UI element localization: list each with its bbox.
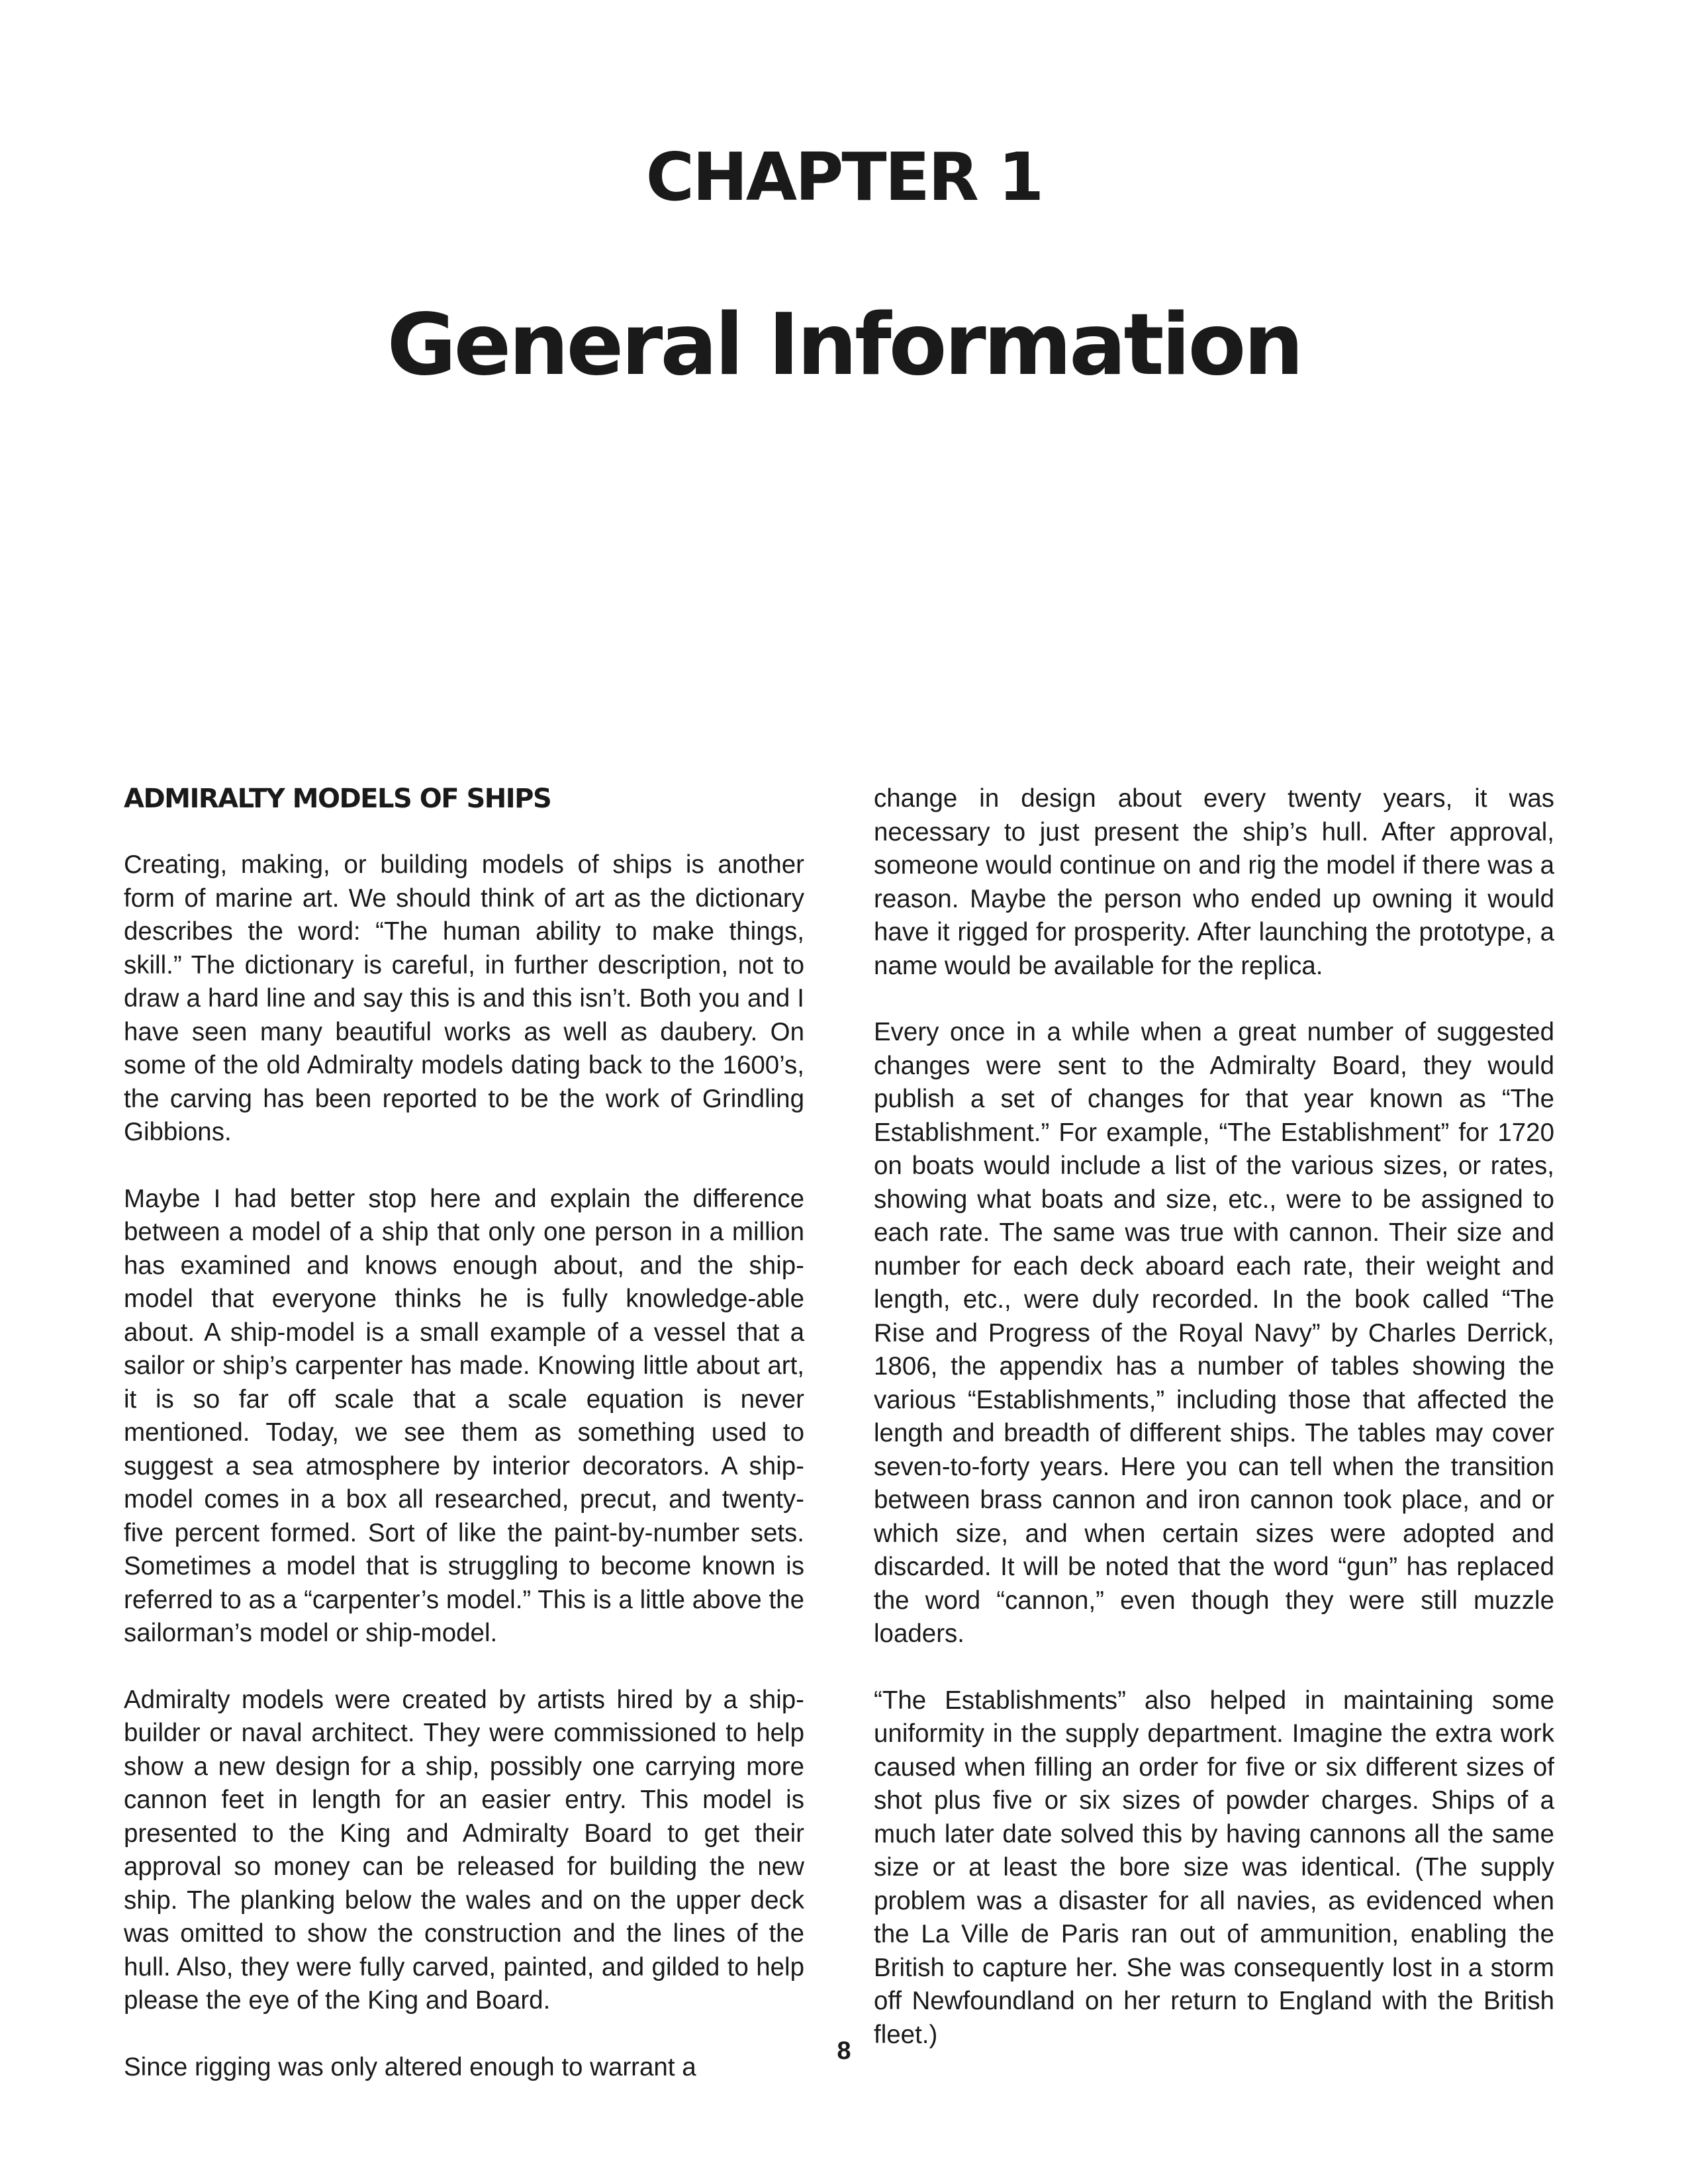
paragraph: Admiralty models were created by artists hired by a ship-builder or naval architect. They were commissioned to help show a new design for a ship, possibly one carrying more cannon feet in length for an easier entry. This model is presented to the King and Admiralty Board to get their approval so money can be released for building the new ship. The planking below the wales and on the upper deck was omitted to show the construction and the lines of the hull. Also, they were fully carved, painted, and gilded to help please the eye of the King and Board. (124, 1685, 804, 2015)
paragraph: change in design about every twenty years, it was necessary to just present the ship’s hull. After approval, someone would continue on and rig the model if there was a reason. Maybe the person who ended up owning it would have it rigged for prosperity. After launching the prototype, a name would be available for the replica. (874, 784, 1554, 980)
paragraph: Every once in a while when a great number of suggested changes were sent to the Admiralty Board, they would publish a set of changes for that year known as “The Establishment.” For example, “The Establishment” for 1720 on boats would include a list of the various sizes, or rates, showing what boats and size, etc., were to be assigned to each rate. The same was true with cannon. Their size and number for each deck aboard each rate, their weight and length, etc., were duly recorded. In the book called “The Rise and Progress of the Royal Navy” by Charles Derrick, 1806, the appendix has a number of tables showing the various “Establishments,” including those that affected the length and breadth of different ships. The tables may cover seven-to-forty years. Here you can tell when the transition between brass cannon and iron cannon took place, and or which size, and when certain sizes were adopted and discarded. It will be noted that the word “gun” has replaced the word “cannon,” even though they were still muzzle loaders. (874, 1018, 1554, 1648)
paragraph: Maybe I had better stop here and explain the difference between a model of a ship that only one person in a million has examined and knows enough about, and the ship-model that everyone thinks he is fully knowledge-able about. A ship-model is a small example of a vessel that a sailor or ship’s carpenter has made. Knowing little about art, it is so far off scale that a scale equation is never mentioned. Today, we see them as something used to suggest a sea atmosphere by interior decorators. A ship-model comes in a box all researched, precut, and twenty-five percent formed. Sort of like the paint-by-number sets. Sometimes a model that is struggling to become known is referred to as a “carpenter’s model.” This is a little above the sailorman’s model or ship-model. (124, 1184, 804, 1647)
section-heading: ADMIRALTY MODELS OF SHIPS (124, 784, 551, 814)
chapter-label: CHAPTER 1 (645, 138, 1043, 216)
paragraph: “The Establishments” also helped in maintaining some uniformity in the supply department. Imagine the extra work caused when filling an order for five or six different sizes of shot plus five or six sizes of powder charges. Ships of a much later date solved this by having cannons all the same size or at least the bore size was identical. (The supply problem was a disaster for all navies, as evidenced when the La Ville de Paris ran out of ammunition, enabling the British to capture her. She was consequently lost in a storm off Newfoundland on her return to England with the British fleet.) (874, 1686, 1554, 2049)
page-number: 8 (837, 2037, 851, 2065)
chapter-title: General Information (387, 296, 1301, 394)
left-column (124, 782, 804, 2084)
paragraph: Creating, making, or building models of ships is another form of marine art. We should think of art as the dictionary describes the word: “The human ability to make things, skill.” The dictionary is careful, in further description, not to draw a hard line and say this is and this isn’t. Both you and I have seen many beautiful works as well as daubery. On some of the old Admiralty models dating back to the 1600’s, the carving has been reported to be the work of Grindling Gibbions. (124, 850, 804, 1146)
right-column (874, 782, 1554, 2052)
paragraph: Since rigging was only altered enough to warrant a (124, 2052, 696, 2081)
